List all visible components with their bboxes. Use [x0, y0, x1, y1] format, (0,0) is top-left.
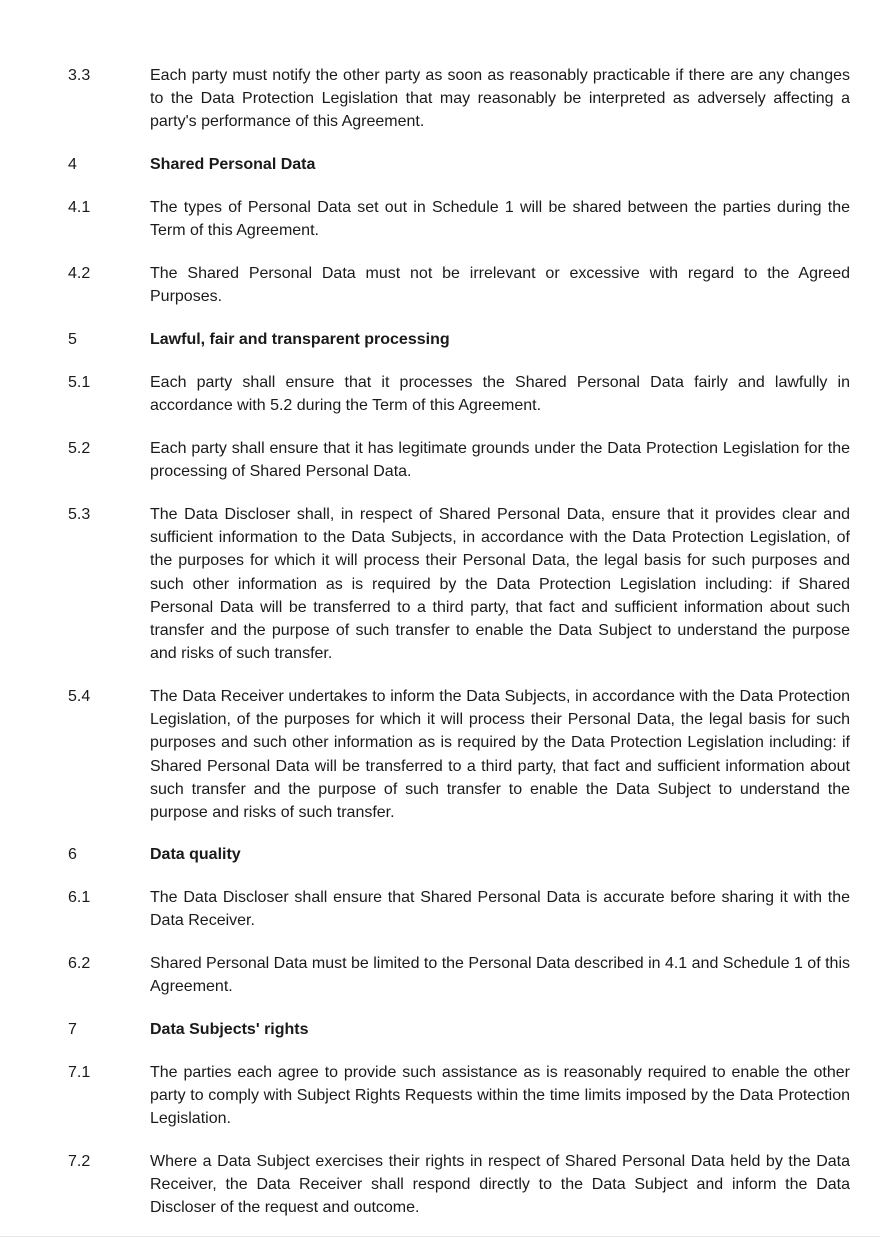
clause-text: Shared Personal Data must be limited to the Personal Data described in 4.1 and Schedule 1 of this Agreement.	[150, 955, 850, 996]
clause-text: The Shared Personal Data must not be irrelevant or excessive with regard to the Agreed Purposes.	[150, 265, 850, 306]
section-number: 6	[68, 846, 77, 863]
clause-number: 5.2	[68, 440, 91, 457]
section-number: 5	[68, 331, 77, 348]
clause-4-2	[68, 262, 850, 308]
clause-text: The Data Receiver undertakes to inform the Data Subjects, in accordance with the Data Protection Legislation, of the purposes for which it will process their Personal Data, the legal basis for such purposes and such other information as is required by the Data Protection Legislation including: if Shared Personal Data will be transferred to a third party, that fact and sufficient information about such transfer and the purpose of such transfer to enable the Data Subject to understand the purpose and risks of such transfer.	[150, 688, 850, 822]
clause-text: The Data Discloser shall, in respect of Shared Personal Data, ensure that it provides clear and sufficient information to the Data Subjects, in accordance with the Data Protection Legislation, of the purposes for which it will process their Personal Data, the legal basis for such purposes and such other information as is required by the Data Protection Legislation including: if Shared Personal Data will be transferred to a third party, that fact and sufficient information about such transfer and the purpose of such transfer to enable the Data Subject to understand the purpose and risks of such transfer.	[150, 506, 850, 663]
clause-6-1	[68, 886, 850, 932]
clause-4-1	[68, 196, 850, 242]
clause-number: 3.3	[68, 67, 91, 84]
clause-number: 5.4	[68, 688, 91, 705]
section-number: 7	[68, 1021, 77, 1038]
clause-number: 5.3	[68, 506, 91, 523]
clause-text: The parties each agree to provide such assistance as is reasonably required to enable the other party to comply with Subject Rights Requests within the time limits imposed by the Data Protection Legislation.	[150, 1064, 850, 1128]
clause-text: The types of Personal Data set out in Schedule 1 will be shared between the parties during the Term of this Agreement.	[150, 199, 850, 240]
clause-number: 4.1	[68, 199, 91, 216]
clause-number: 7.1	[68, 1064, 91, 1081]
clause-text: Each party shall ensure that it has legitimate grounds under the Data Protection Legislation for the processing of Shared Personal Data.	[150, 440, 850, 481]
section-title: Lawful, fair and transparent processing	[150, 331, 450, 348]
section-title: Data quality	[150, 846, 241, 863]
clause-5-3	[68, 503, 850, 665]
clause-7-2	[68, 1150, 850, 1220]
clause-text: Each party must notify the other party as soon as reasonably practicable if there are any changes to the Data Protection Legislation that may reasonably be interpreted as adversely affecting a party's performance of this Agreement.	[150, 67, 850, 131]
clause-5-1	[68, 371, 850, 417]
section-heading-7	[68, 1018, 850, 1041]
section-title: Data Subjects' rights	[150, 1021, 309, 1038]
section-number: 4	[68, 156, 77, 173]
clause-number: 6.2	[68, 955, 91, 972]
clause-number: 4.2	[68, 265, 91, 282]
clause-text: Each party shall ensure that it processes the Shared Personal Data fairly and lawfully in accordance with 5.2 during the Term of this Agreement.	[150, 374, 850, 415]
page-divider	[0, 1236, 880, 1237]
clause-5-2	[68, 437, 850, 483]
clause-3-3	[68, 64, 850, 134]
section-heading-6	[68, 843, 850, 866]
section-heading-4	[68, 153, 850, 176]
clause-number: 5.1	[68, 374, 91, 391]
clause-5-4	[68, 685, 850, 824]
section-title: Shared Personal Data	[150, 156, 316, 173]
clause-7-1	[68, 1061, 850, 1131]
section-heading-5	[68, 328, 850, 351]
clause-6-2	[68, 952, 850, 998]
clause-text: The Data Discloser shall ensure that Shared Personal Data is accurate before sharing it with the Data Receiver.	[150, 889, 850, 930]
clause-number: 6.1	[68, 889, 91, 906]
clause-number: 7.2	[68, 1153, 91, 1170]
clause-text: Where a Data Subject exercises their rights in respect of Shared Personal Data held by the Data Receiver, the Data Receiver shall respond directly to the Data Subject and inform the Data Discloser of the request and outcome.	[150, 1153, 850, 1217]
